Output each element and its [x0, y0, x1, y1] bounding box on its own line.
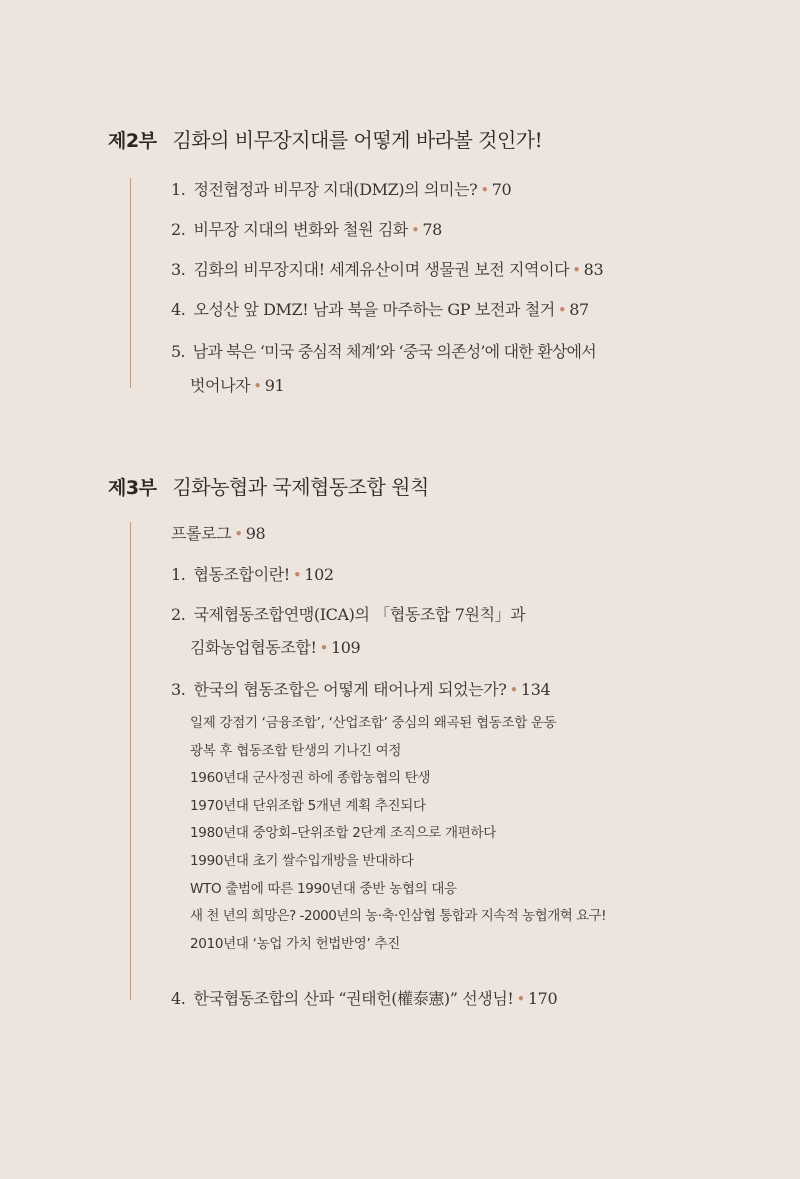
- entry-title: 협동조합이란!: [193, 565, 290, 584]
- toc-entry[interactable]: [171, 257, 603, 280]
- bullet-separator: •: [410, 221, 420, 239]
- entry-number: 3.: [171, 260, 186, 279]
- toc-entry[interactable]: [171, 217, 442, 240]
- bullet-separator: •: [557, 301, 567, 319]
- bullet-separator: •: [480, 181, 489, 199]
- entry-number: 4.: [171, 300, 186, 319]
- part2-header: [108, 124, 542, 153]
- entry-number: 2.: [171, 605, 186, 624]
- toc-subentry[interactable]: 1980년대 중앙회–단위조합 2단계 조직으로 개편하다: [190, 825, 496, 841]
- entry-number: 2.: [171, 220, 186, 239]
- toc-subentry[interactable]: 광복 후 협동조합 탄생의 기나긴 여정: [190, 743, 402, 759]
- page-number: 78: [422, 220, 442, 239]
- toc-subentry[interactable]: WTO 출범에 따른 1990년대 중반 농협의 대응: [190, 881, 457, 897]
- part-number: 제3부: [108, 477, 157, 499]
- entry-title: 국제협동조합연맹(ICA)의 「협동조합 7원칙」과: [193, 605, 526, 624]
- bullet-separator: •: [509, 681, 518, 699]
- entry-number: 1.: [171, 180, 186, 199]
- toc-entry-continuation[interactable]: [190, 635, 360, 658]
- bullet-separator: •: [234, 525, 243, 543]
- entry-number: 4.: [171, 989, 186, 1008]
- toc-entry[interactable]: [171, 177, 511, 200]
- section-rule: [130, 522, 131, 1000]
- page-number: 70: [491, 180, 512, 199]
- toc-subentry[interactable]: 새 천 년의 희망은? -2000년의 농·축·인삼협 통합과 지속적 농협개혁 요구!: [190, 908, 607, 924]
- page-number: 98: [245, 524, 266, 543]
- bullet-separator: •: [516, 990, 525, 1008]
- bullet-separator: •: [572, 261, 581, 279]
- toc-subentry[interactable]: 1970년대 단위조합 5개년 계획 추진되다: [190, 798, 426, 814]
- page-number: 109: [330, 638, 361, 657]
- toc-entry[interactable]: [171, 602, 525, 625]
- part-title: 김화의 비무장지대를 어떻게 바라볼 것인가!: [172, 128, 543, 152]
- entry-title: 비무장 지대의 변화와 철원 김화: [193, 220, 408, 239]
- toc-entry[interactable]: [171, 986, 557, 1009]
- toc-subentry[interactable]: 2010년대 ‘농업 가치 헌법반영’ 추진: [190, 936, 400, 952]
- page-number: 170: [527, 989, 558, 1008]
- entry-title: 남과 북은 ‘미국 중심적 체계’와 ‘중국 의존성’에 대한 환상에서: [192, 342, 596, 361]
- entry-title-continued: 김화농업협동조합!: [190, 638, 317, 657]
- entry-title: 한국의 협동조합은 어떻게 태어나게 되었는가?: [193, 680, 507, 699]
- page-number: 102: [304, 565, 334, 584]
- section-rule: [130, 178, 131, 388]
- entry-title-continued: 벗어나자: [190, 376, 251, 395]
- entry-title: 정전협정과 비무장 지대(DMZ)의 의미는?: [193, 180, 478, 199]
- part-number: 제2부: [108, 130, 157, 152]
- toc-subentry[interactable]: 일제 강점기 ‘금융조합’, ‘산업조합’ 중심의 왜곡된 협동조합 운동: [190, 715, 557, 731]
- page-number: 134: [520, 680, 551, 699]
- toc-subentry[interactable]: 1990년대 초기 쌀수입개방을 반대하다: [190, 853, 414, 869]
- entry-number: 1.: [171, 565, 186, 584]
- bullet-separator: •: [292, 566, 302, 584]
- part3-header: [108, 471, 429, 500]
- toc-entry[interactable]: [171, 339, 596, 362]
- page-number: 83: [583, 260, 604, 279]
- toc-entry[interactable]: [171, 297, 589, 320]
- bullet-separator: •: [319, 639, 328, 657]
- entry-title: 프롤로그: [171, 524, 232, 543]
- bullet-separator: •: [253, 377, 262, 395]
- part-title: 김화농협과 국제협동조합 원칙: [172, 475, 429, 499]
- entry-number: 3.: [171, 680, 186, 699]
- entry-title: 오성산 앞 DMZ! 남과 북을 마주하는 GP 보전과 철거: [193, 300, 555, 319]
- entry-title: 김화의 비무장지대! 세계유산이며 생물권 보전 지역이다: [193, 260, 570, 279]
- toc-entry[interactable]: [171, 677, 550, 700]
- page-number: 91: [264, 376, 285, 395]
- page-number: 87: [569, 300, 589, 319]
- toc-entry[interactable]: [171, 562, 334, 585]
- toc-entry-continuation[interactable]: [190, 373, 284, 396]
- toc-prologue[interactable]: [171, 521, 265, 544]
- entry-number: 5.: [171, 342, 185, 361]
- entry-title: 한국협동조합의 산파 “권태헌(權泰憲)” 선생님!: [193, 989, 514, 1008]
- toc-subentry[interactable]: 1960년대 군사정권 하에 종합농협의 탄생: [190, 770, 431, 786]
